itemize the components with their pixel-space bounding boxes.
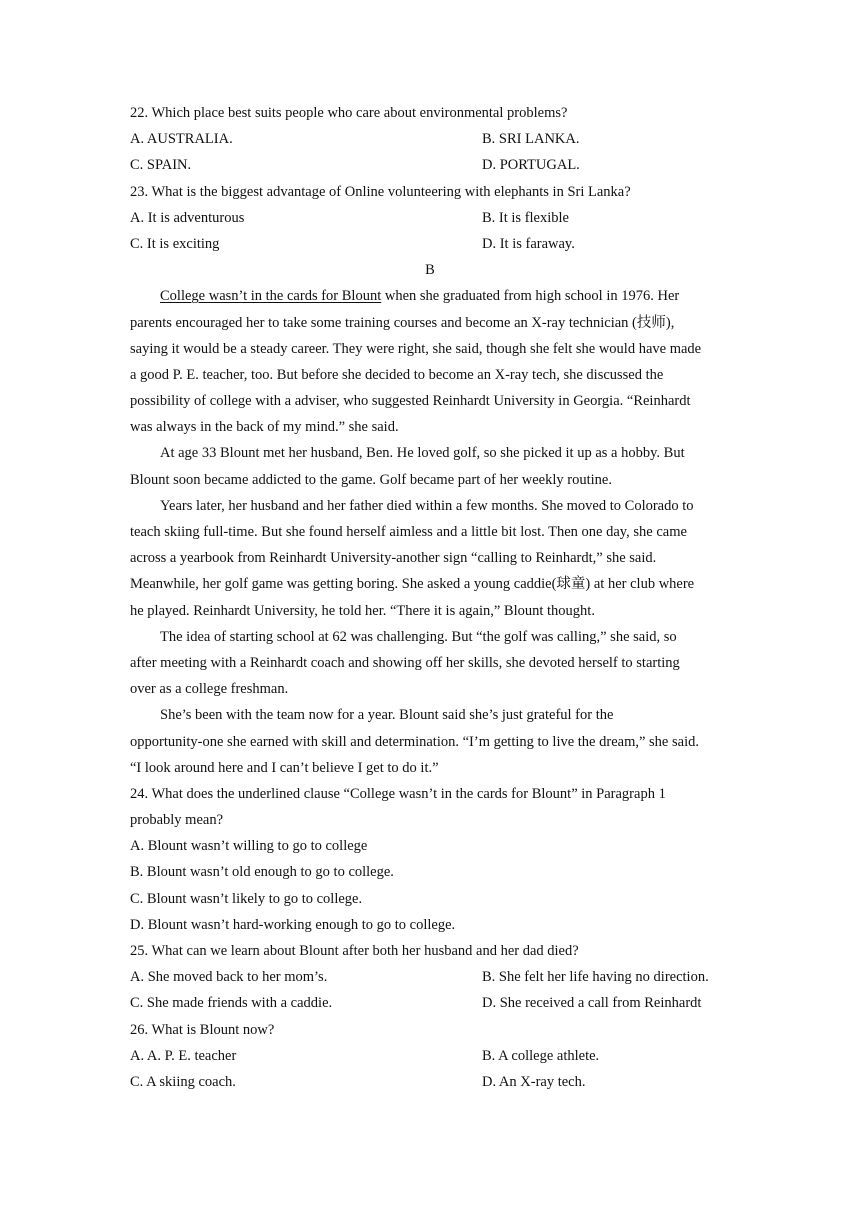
question-26-option-b: B. A college athlete. xyxy=(482,1047,600,1064)
passage-paragraph-5-line-1: She’s been with the team now for a year. Blount said she’s just grateful for the xyxy=(160,707,614,724)
document-page xyxy=(130,100,730,1095)
question-25-option-a: A. She moved back to her mom’s. xyxy=(130,969,328,986)
question-26-option-c: C. A skiing coach. xyxy=(130,1073,236,1090)
question-24-option-c: C. Blount wasn’t likely to go to college. xyxy=(130,890,363,907)
question-26-options-row-1 xyxy=(130,1043,730,1069)
question-26-stem: 26. What is Blount now? xyxy=(130,1021,275,1038)
question-23-option-c: C. It is exciting xyxy=(130,235,220,252)
question-24-option-a: A. Blount wasn’t willing to go to college xyxy=(130,838,368,855)
passage-paragraph-2-line-2: Blount soon became addicted to the game. Golf became part of her weekly routine. xyxy=(130,471,612,488)
question-22-options-row-2 xyxy=(130,152,730,178)
passage-paragraph-4-line-2: after meeting with a Reinhardt coach and showing off her skills, she devoted herself to starting xyxy=(130,654,680,671)
question-22-option-c: C. SPAIN. xyxy=(130,157,192,174)
question-26-options-row-2 xyxy=(130,1069,730,1095)
passage-paragraph-3-line-2: teach skiing full-time. But she found herself aimless and a little bit lost. Then one day, she came xyxy=(130,524,687,540)
passage-paragraph-4-line-3: over as a college freshman. xyxy=(130,681,289,698)
question-23-option-d: D. It is faraway. xyxy=(482,235,575,252)
passage-paragraph-1-line-4: a good P. E. teacher, too. But before she decided to become an X-ray tech, she discussed the xyxy=(130,366,664,383)
question-23-options-row-1 xyxy=(130,205,730,231)
passage-paragraph-1-line-1-rest: when she graduated from high school in 1976. Her xyxy=(381,288,680,305)
question-25-options-row-2 xyxy=(130,990,730,1016)
passage-paragraph-2-line-1: At age 33 Blount met her husband, Ben. He loved golf, so she picked it up as a hobby. But xyxy=(160,445,685,462)
question-24-option-b: B. Blount wasn’t old enough to go to college. xyxy=(130,864,394,881)
passage-paragraph-5-line-2: opportunity-one she earned with skill and determination. “I’m getting to live the dream,” she said. xyxy=(130,733,699,750)
question-24-option-d: D. Blount wasn’t hard-working enough to go to college. xyxy=(130,916,456,933)
passage-paragraph-1-line-6: was always in the back of my mind.” she said. xyxy=(130,419,399,436)
passage-paragraph-4-line-1: The idea of starting school at 62 was challenging. But “the golf was calling,” she said, so xyxy=(160,628,677,645)
question-22-option-b: B. SRI LANKA. xyxy=(482,131,580,148)
question-23-option-a: A. It is adventurous xyxy=(130,209,245,226)
question-22-option-a: A. AUSTRALIA. xyxy=(130,131,233,148)
passage-paragraph-5-line-3: “I look around here and I can’t believe I get to do it.” xyxy=(130,759,439,776)
passage-paragraph-1-line-5: possibility of college with a adviser, who suggested Reinhardt University in Georgia. “Reinhardt xyxy=(130,393,691,410)
passage-paragraph-3-line-5: he played. Reinhardt University, he told her. “There it is again,” Blount thought. xyxy=(130,602,595,619)
passage-paragraph-3-line-1: Years later, her husband and her father died within a few months. She moved to Colorado to xyxy=(160,497,694,514)
question-26-option-d: D. An X-ray tech. xyxy=(482,1073,586,1090)
question-22-option-d: D. PORTUGAL. xyxy=(482,157,580,174)
question-22-options-row-1 xyxy=(130,126,730,152)
question-24-stem-line-2: probably mean? xyxy=(130,812,224,829)
section-label: B xyxy=(425,262,435,279)
question-25-stem: 25. What can we learn about Blount after both her husband and her dad died? xyxy=(130,943,579,959)
question-25-option-c: C. She made friends with a caddie. xyxy=(130,995,333,1012)
question-23-stem: 23. What is the biggest advantage of Online volunteering with elephants in Sri Lanka? xyxy=(130,183,631,200)
question-23-options-row-2 xyxy=(130,231,730,257)
question-25-option-b: B. She felt her life having no direction. xyxy=(482,969,709,986)
underlined-clause: College wasn’t in the cards for Blount xyxy=(160,288,382,305)
passage-paragraph-1-line-2: parents encouraged her to take some training courses and become an X-ray technician (技师), xyxy=(130,314,675,331)
passage-paragraph-3-line-3: across a yearbook from Reinhardt University-another sign “calling to Reinhardt,” she said. xyxy=(130,550,657,567)
question-25-option-d: D. She received a call from Reinhardt xyxy=(482,995,702,1012)
question-25-options-row-1 xyxy=(130,964,730,990)
question-24-stem-line-1: 24. What does the underlined clause “College wasn’t in the cards for Blount” in Paragraph 1 xyxy=(130,785,666,802)
passage-paragraph-1-line-3: saying it would be a steady career. They were right, she said, though she felt she would have made xyxy=(130,340,702,357)
passage-paragraph-3-line-4: Meanwhile, her golf game was getting boring. She asked a young caddie(球童) at her club where xyxy=(130,576,695,593)
passage-paragraph-1-line-1 xyxy=(130,283,730,309)
question-26-option-a: A. A. P. E. teacher xyxy=(130,1047,237,1064)
question-23-option-b: B. It is flexible xyxy=(482,209,569,226)
question-22-stem: 22. Which place best suits people who care about environmental problems? xyxy=(130,105,568,121)
